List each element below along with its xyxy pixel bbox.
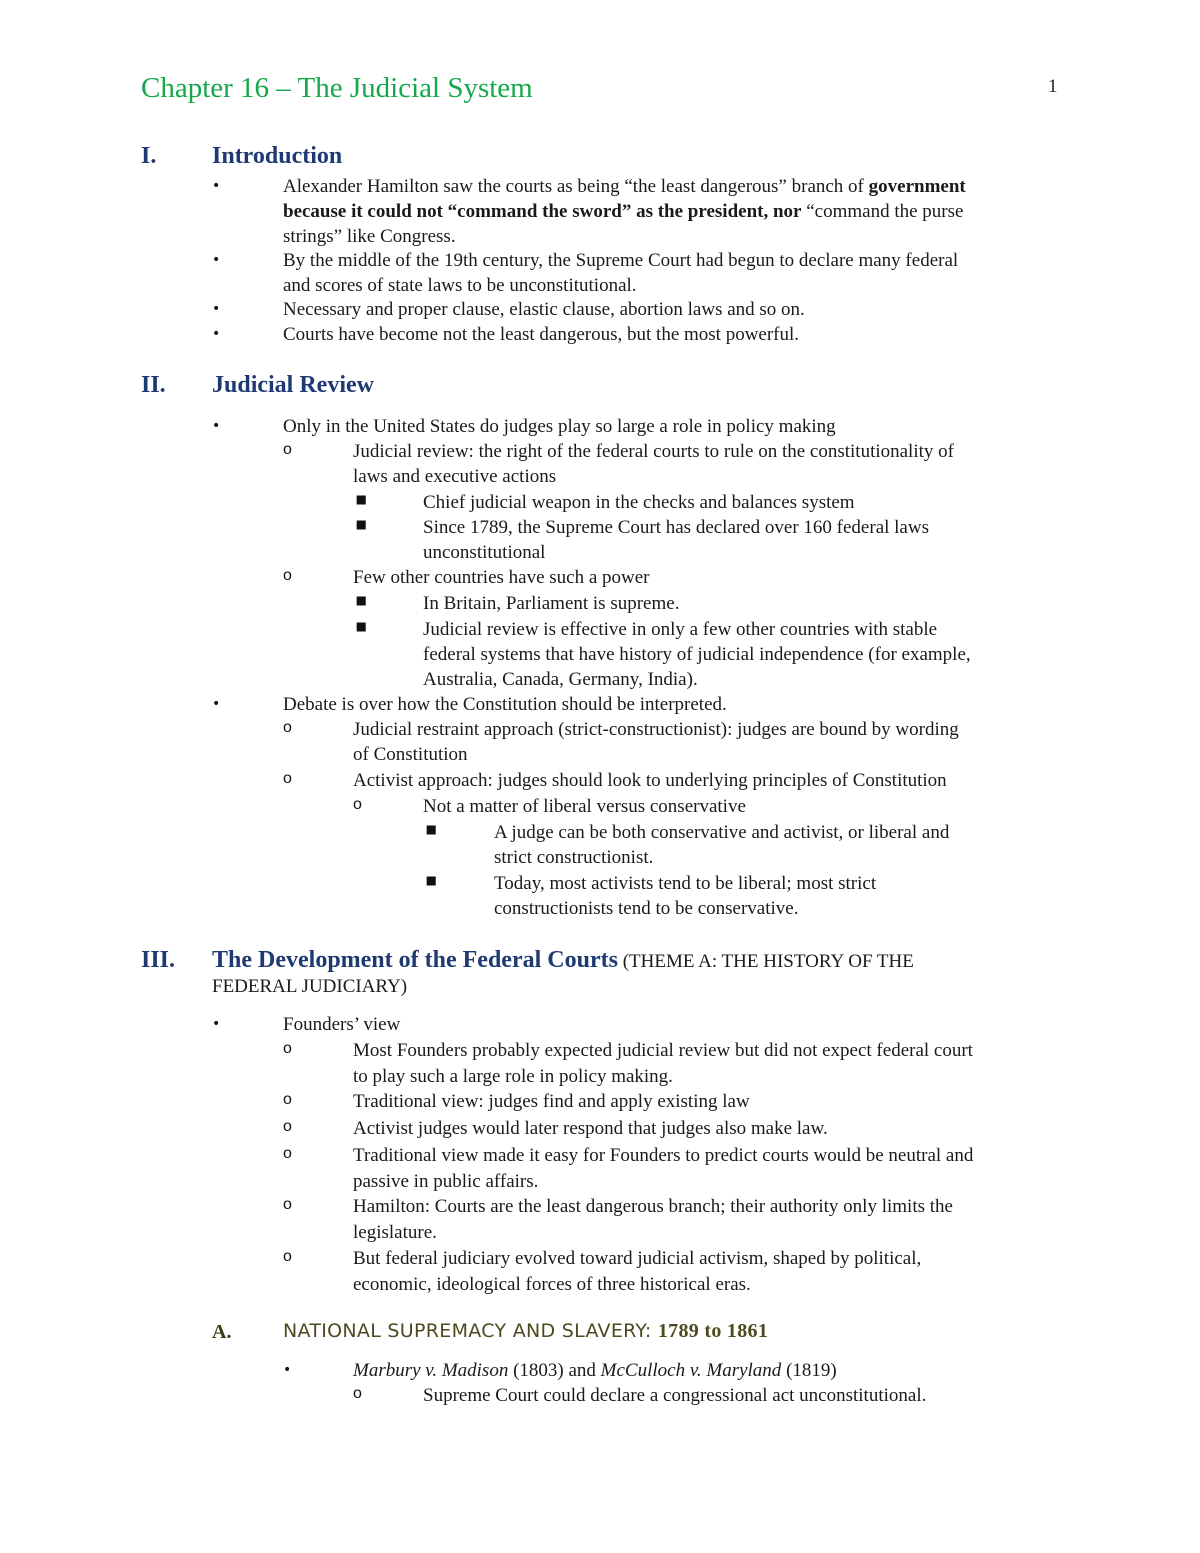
list-item: Courts have become not the least dangerous, but the most powerful.: [283, 324, 800, 345]
bullet-marker: •: [212, 1016, 221, 1032]
section-heading-cont: FEDERAL JUDICIARY): [212, 976, 408, 997]
bullet-marker: •: [283, 1362, 292, 1378]
list-item: By the middle of the 19th century, the Supreme Court had begun to declare many federal: [283, 250, 959, 271]
subsection-heading-national-supremacy: A. NATIONAL SUPREMACY AND SLAVERY: 1789 to 1861: [212, 1320, 769, 1343]
document-page: Chapter 16 – The Judicial System 1 I. Introduction • Alexander Hamilton saw the courts as being “the least dangerous” branch of government because it could not “command the sword” as the president, nor “command the purse strings” like Congress. • By the middle of the 19th century, the Supreme Court had begun to declare many federal and scores of state laws to be unconstitutional. • Necessary and proper clause, elastic clause, abortion laws and so on. • Courts have become not the least dangerous, but the most powerful. II. Judicial Review • Only in the United States do judges play so large a role in policy making o Judicial review: the right of the federal courts to rule on the constitutionality of laws and executive actions ⯀ Chief judicial weapon in the checks and balances system ⯀ Since 1789, the Supreme Court has declared over 160 federal laws unconstitutional o Few other countries have such a power ⯀ In Britain, Parliament is supreme. ⯀ Judicial review is effective in only a few other countries with stable federal systems that have history of judicial independence (for example, Australia, Canada, Germany, India). • Debate is over how the Constitution should be interpreted. o Judicial restraint approach (strict-constructionist): judges are bound by wording of Constitution o Activist approach: judges should look to underlying principles of Constitution o Not a matter of liberal versus conservative ⯀ A judge can be both conservative and activist, or liberal and strict constructionist. ⯀ Today, most activists tend to be liberal; most strict constructionists tend to be conservative. III. The Development of the Federal Courts (THEME A: THE HISTORY OF THE FEDERAL JUDICIARY) • Founders’ view o Most Founders probably expected judicial review but did not expect federal court to play such a large role in policy making. o Traditional view: judges find and apply existing law o Activist judges would later respond that judges also make law. o Traditional view made it easy for Founders to predict courts would be neutral and passive in public affairs. o Hamilton: Courts are the least dangerous branch; their authority only limits the legislature. o But federal judiciary evolved toward judicial activism, shaped by political, economic, ideological forces of three historical eras. A. NATIONAL SUPREMACY AND SLAVERY: 1789 to 1861 • Marbury v. Madison (1803) and McCulloch v. Maryland (1819) o Supreme Court could declare a congressional act unconstitutional.: [141, 72, 1058, 1406]
list-item: Activist judges would later respond that judges also make law.: [353, 1118, 828, 1139]
circle-marker: o: [353, 796, 362, 813]
circle-marker: o: [283, 1118, 292, 1135]
list-item: Alexander Hamilton saw the courts as being “the least dangerous” branch of government: [283, 176, 966, 197]
square-marker: ⯀: [356, 621, 367, 636]
circle-marker: o: [283, 1040, 292, 1057]
circle-marker: o: [283, 1248, 292, 1265]
list-item-cont: and scores of state laws to be unconstitutional.: [283, 275, 637, 296]
list-item-cont: strings” like Congress.: [283, 226, 456, 247]
square-marker: ⯀: [356, 519, 367, 534]
list-item: Marbury v. Madison (1803) and McCulloch v. Maryland (1819): [353, 1360, 837, 1381]
circle-marker: o: [353, 1385, 362, 1402]
list-item: Judicial review is effective in only a few other countries with stable: [423, 619, 938, 640]
circle-marker: o: [283, 719, 292, 736]
list-item-cont: passive in public affairs.: [353, 1171, 539, 1192]
list-item: Activist approach: judges should look to underlying principles of Constitution: [353, 770, 947, 791]
list-item-cont: economic, ideological forces of three historical eras.: [353, 1274, 751, 1295]
chapter-title: Chapter 16 – The Judicial System: [141, 72, 533, 104]
list-item: Few other countries have such a power: [353, 567, 650, 588]
list-item: Hamilton: Courts are the least dangerous branch; their authority only limits the: [353, 1196, 953, 1217]
list-item: In Britain, Parliament is supreme.: [423, 593, 680, 614]
list-item-cont: legislature.: [353, 1222, 437, 1243]
list-item-cont: of Constitution: [353, 744, 468, 765]
list-item: Supreme Court could declare a congressional act unconstitutional.: [423, 1385, 927, 1406]
list-item: Chief judicial weapon in the checks and balances system: [423, 492, 855, 513]
bullet-marker: •: [212, 696, 221, 712]
list-item: Necessary and proper clause, elastic clause, abortion laws and so on.: [283, 299, 805, 320]
list-item: Judicial restraint approach (strict-constructionist): judges are bound by wording: [353, 719, 959, 740]
list-item: Traditional view made it easy for Founders to predict courts would be neutral and: [353, 1145, 974, 1166]
bullet-marker: •: [212, 301, 221, 317]
bullet-marker: •: [212, 252, 221, 268]
list-item-cont: constructionists tend to be conservative.: [494, 898, 799, 919]
bullet-marker: •: [212, 418, 221, 434]
list-item: Founders’ view: [283, 1014, 401, 1035]
list-item: Only in the United States do judges play so large a role in policy making: [283, 416, 836, 437]
square-marker: ⯀: [356, 494, 367, 509]
circle-marker: o: [283, 441, 292, 458]
list-item-cont: strict constructionist.: [494, 847, 654, 868]
list-item: A judge can be both conservative and activist, or liberal and: [494, 822, 950, 843]
list-item: Today, most activists tend to be liberal; most strict: [494, 873, 877, 894]
square-marker: ⯀: [426, 824, 437, 839]
list-item: Not a matter of liberal versus conservative: [423, 796, 746, 817]
list-item: Most Founders probably expected judicial review but did not expect federal court: [353, 1040, 973, 1061]
square-marker: ⯀: [426, 875, 437, 890]
circle-marker: o: [283, 1145, 292, 1162]
circle-marker: o: [283, 770, 292, 787]
bullet-marker: •: [212, 178, 221, 194]
list-item: Debate is over how the Constitution should be interpreted.: [283, 694, 727, 715]
list-item-cont: federal systems that have history of judicial independence (for example,: [423, 644, 971, 665]
page-number: 1: [1048, 76, 1058, 97]
list-item: Judicial review: the right of the federal courts to rule on the constitutionality of: [353, 441, 954, 462]
square-marker: ⯀: [356, 595, 367, 610]
list-item-cont: Australia, Canada, Germany, India).: [423, 669, 698, 690]
list-item: But federal judiciary evolved toward judicial activism, shaped by political,: [353, 1248, 922, 1269]
list-item-cont: to play such a large role in policy making.: [353, 1066, 673, 1087]
list-item: Traditional view: judges find and apply existing law: [353, 1091, 750, 1112]
circle-marker: o: [283, 1091, 292, 1108]
circle-marker: o: [283, 567, 292, 584]
list-item-cont: because it could not “command the sword” as the president, nor “command the purse: [283, 201, 964, 222]
circle-marker: o: [283, 1196, 292, 1213]
list-item-cont: unconstitutional: [423, 542, 546, 563]
list-item: Since 1789, the Supreme Court has declared over 160 federal laws: [423, 517, 929, 538]
bullet-marker: •: [212, 326, 221, 342]
list-item-cont: laws and executive actions: [353, 466, 557, 487]
